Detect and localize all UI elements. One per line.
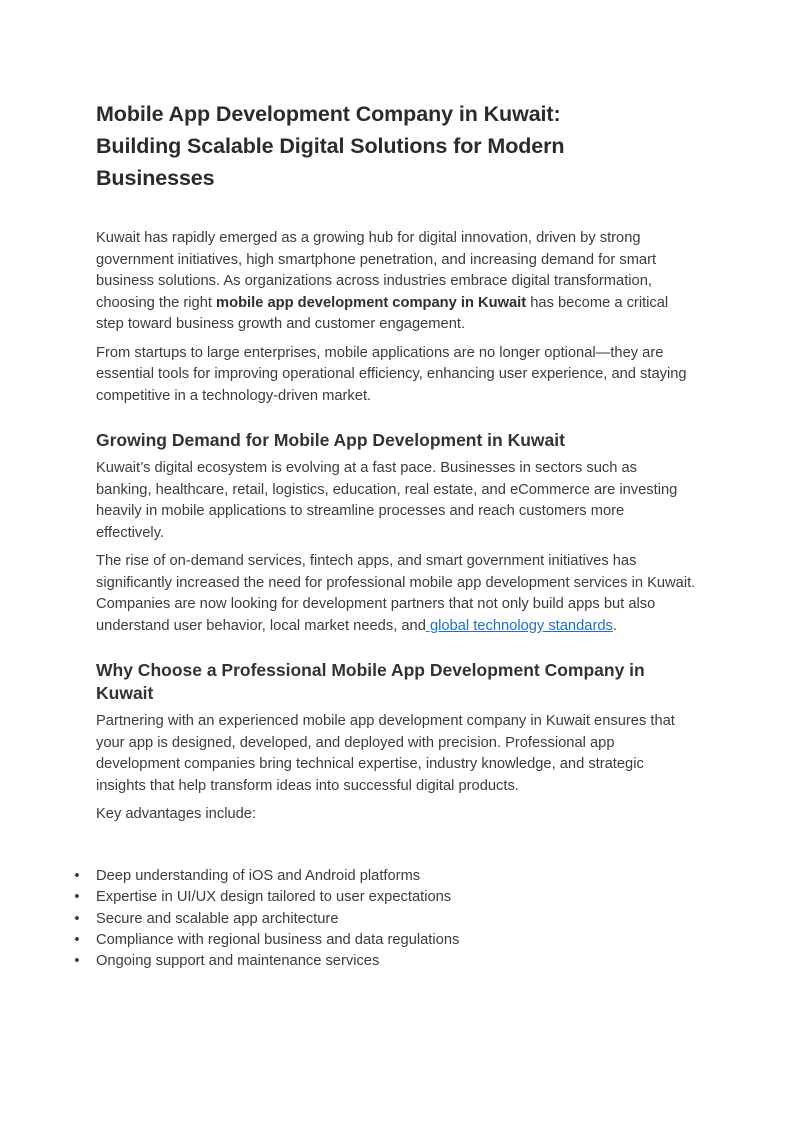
section-1-heading: Growing Demand for Mobile App Development in Kuwait: [96, 430, 565, 450]
section-2-heading: Why Choose a Professional Mobile App Development Company in Kuwait: [96, 660, 645, 703]
section-2-paragraph-1: Partnering with an experienced mobile app development company in Kuwait ensures that your app is designed, developed, and deployed with precision. Professional app development companies bring technical expertise, industry knowledge, and strategic insights that help transform ideas into successful digital products.: [96, 713, 675, 794]
title-line-2: Building Scalable Digital Solutions for Modern: [96, 134, 565, 158]
intro-p1-text-start: Kuwait has rapidly emerged as a growing hub for digital innovation, driven by strong government initiatives, high smartphone penetration, and increasing demand for smart business solutions. As organizations across industries embrace digital transformation, choosing the right: [96, 230, 657, 311]
list-item: [72, 909, 712, 930]
section-2-paragraph-2: Key advantages include:: [96, 806, 257, 822]
list-item: [72, 951, 712, 972]
list-item: [72, 866, 712, 887]
list-item-text: Deep understanding of iOS and Android platforms: [96, 868, 421, 884]
section-1-paragraph-2: [96, 551, 696, 637]
list-item: [72, 930, 712, 951]
key-advantages-list: [72, 866, 712, 972]
intro-paragraph-1: [96, 228, 696, 336]
section-1-paragraph-1: Kuwait’s digital ecosystem is evolving at a fast pace. Businesses in sectors such as banking, healthcare, retail, logistics, education, real estate, and eCommerce are investing heavily in mobile applications to streamline processes and reach customers more effectively.: [96, 460, 678, 541]
title-line-1: Mobile App Development Company in Kuwait:: [96, 102, 561, 126]
section-1-p2-text-start: The rise of on-demand services, fintech apps, and smart government initiatives has significantly increased the need for professional mobile app development services in Kuwait. Companies are now looking for development partners that not only build apps but also understand user behavior, local market needs, and: [96, 553, 696, 634]
list-item-text: Expertise in UI/UX design tailored to user expectations: [96, 889, 452, 906]
bullet-icon: •: [74, 931, 80, 948]
bullet-icon: •: [74, 868, 80, 884]
intro-p1-text-end: has become a critical step toward business growth and customer engagement.: [96, 294, 669, 332]
bullet-icon: •: [74, 889, 80, 906]
section-1-p2-text-end: .: [612, 617, 617, 634]
global-technology-standards-link[interactable]: global technology standards: [425, 617, 613, 634]
document-content: [96, 98, 696, 826]
intro-paragraph-2: From startups to large enterprises, mobile applications are no longer optional—they are essential tools for improving operational efficiency, enhancing user experience, and staying competitive in a technology-driven market.: [96, 344, 687, 404]
title-line-3: Businesses: [96, 166, 215, 190]
page-title: [96, 98, 696, 194]
list-item-text: Secure and scalable app architecture: [96, 910, 339, 927]
list-item-text: Ongoing support and maintenance services: [96, 953, 380, 970]
intro-p1-bold-phrase: mobile app development company in Kuwait: [216, 294, 527, 311]
list-item-text: Compliance with regional business and data regulations: [96, 931, 460, 948]
bullet-icon: •: [74, 953, 80, 970]
bullet-icon: •: [74, 910, 80, 927]
list-item: [72, 887, 712, 908]
title-block: [96, 98, 696, 194]
